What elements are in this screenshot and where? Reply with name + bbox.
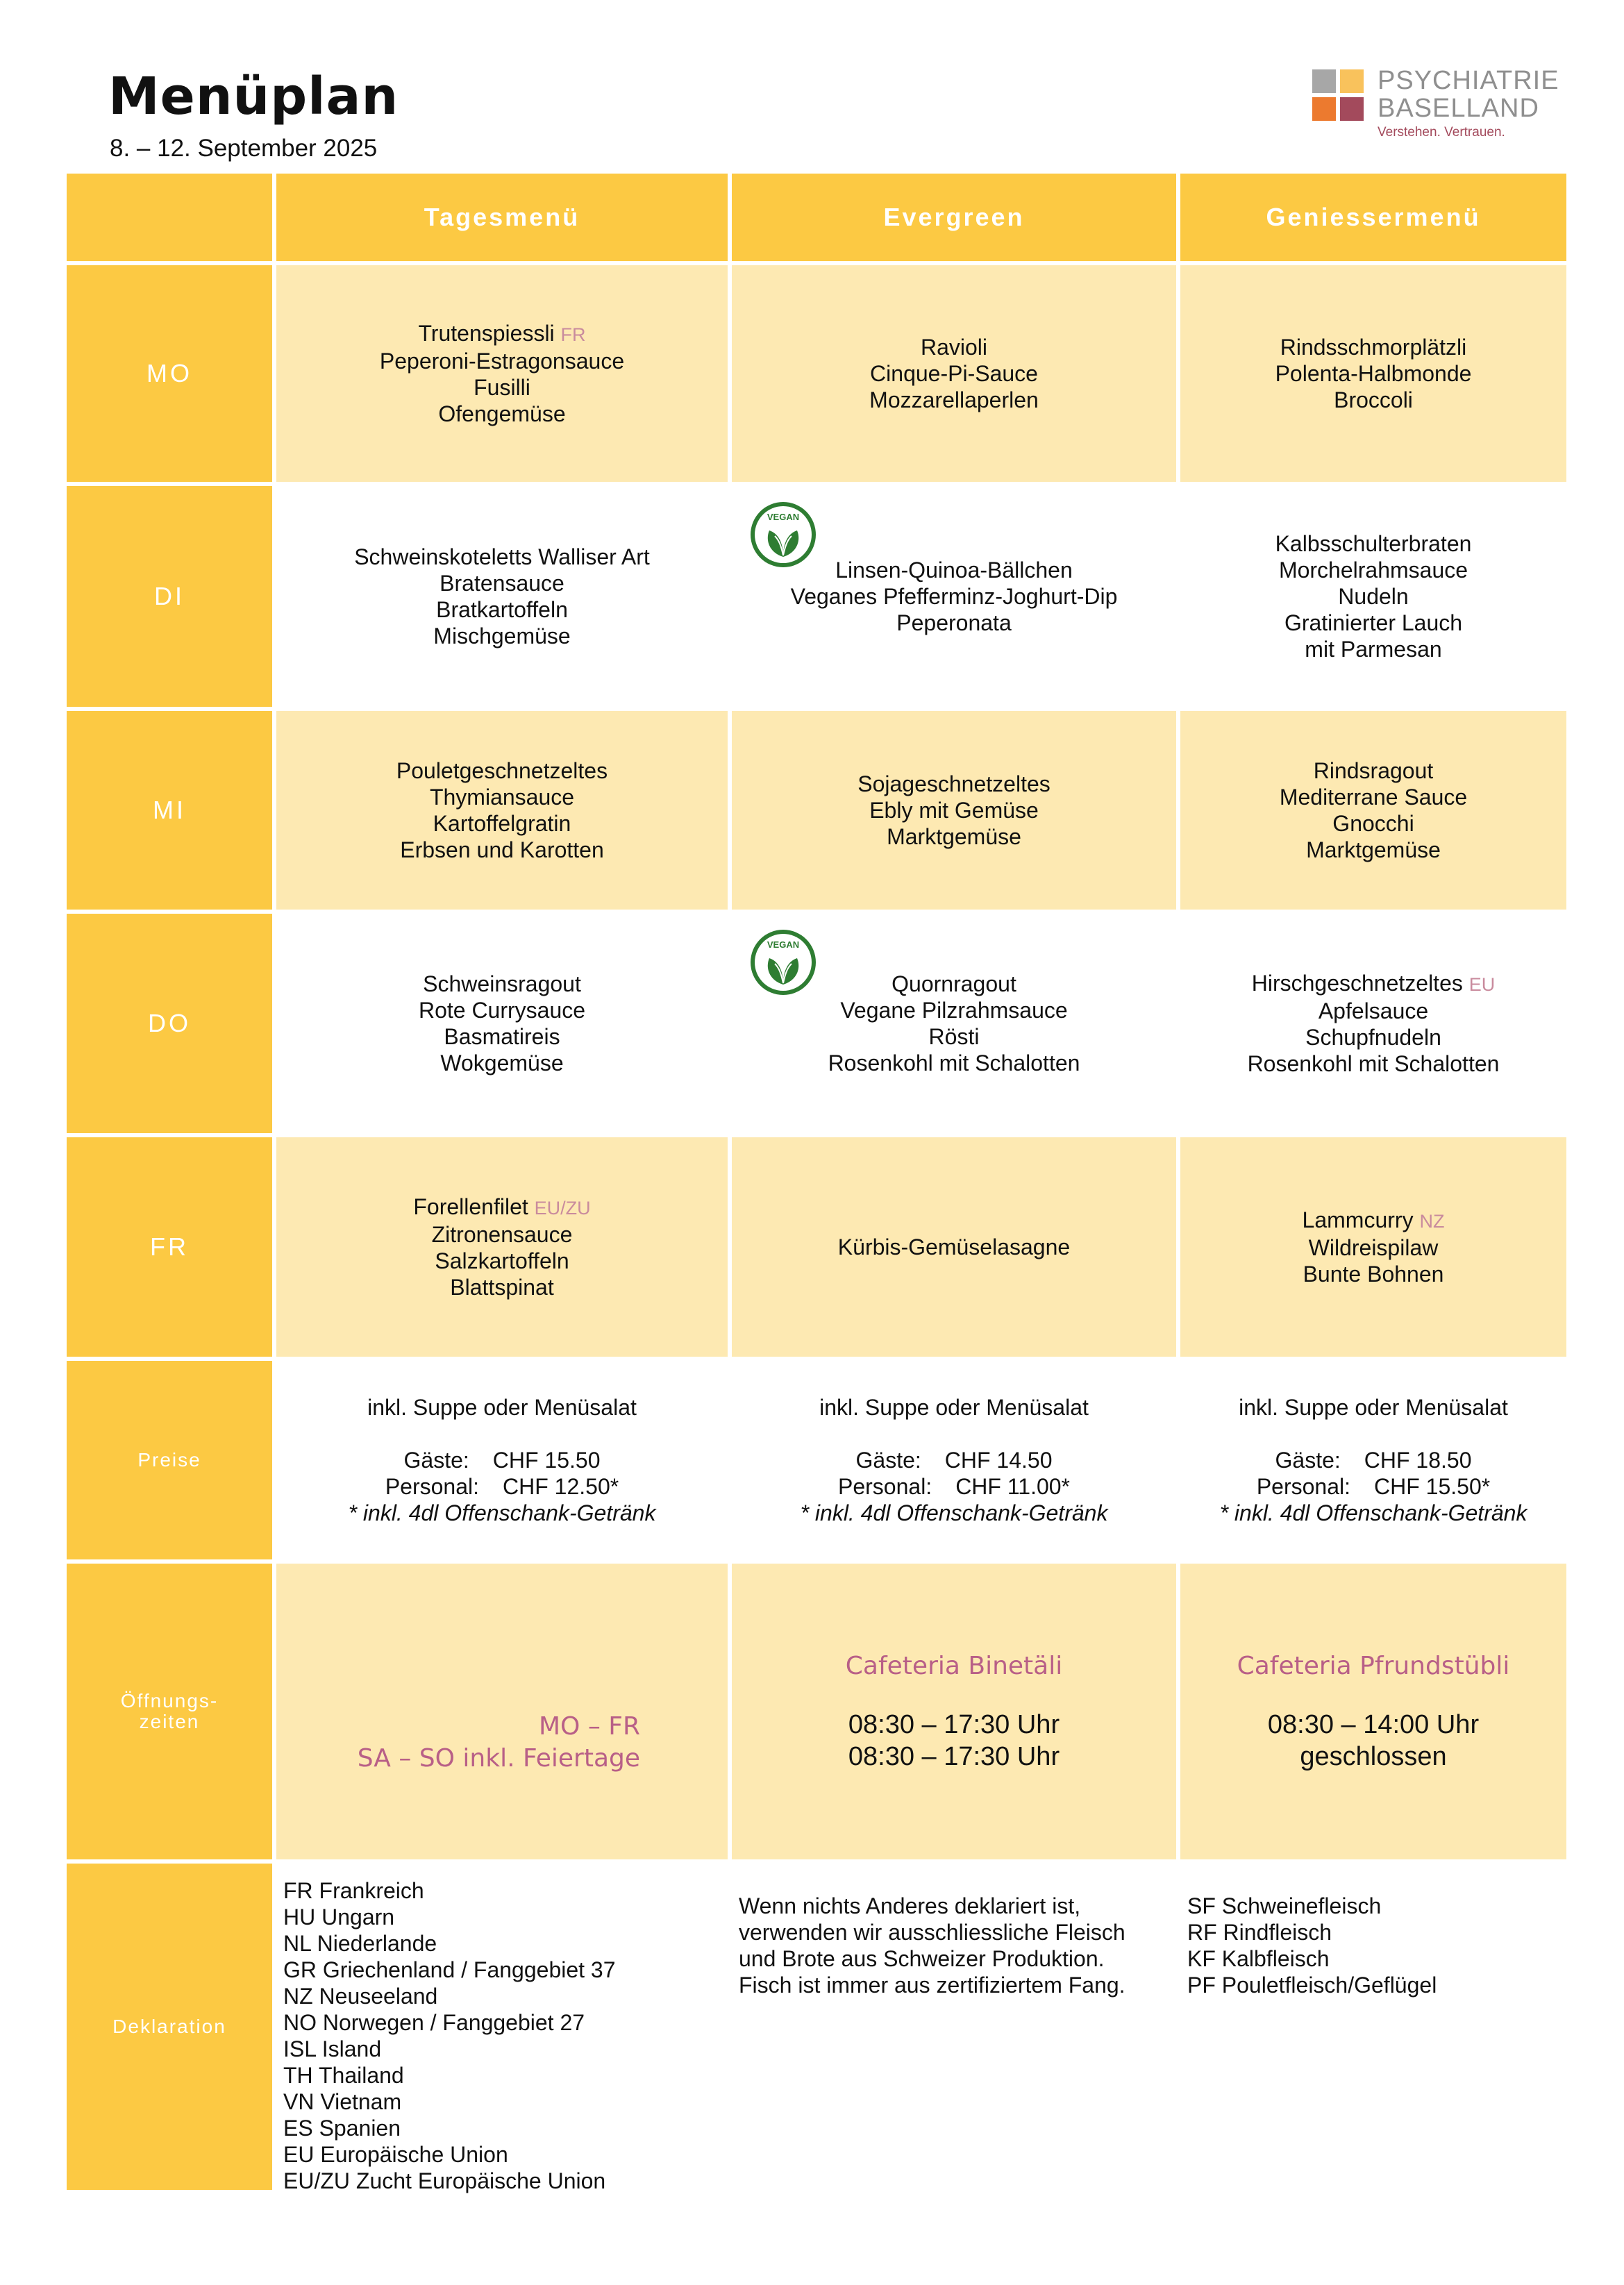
meat-item: SF Schweinefleisch (1187, 1893, 1382, 1918)
dish-line: Erbsen und Karotten (400, 837, 604, 862)
opening-cell-binetaeli (732, 1564, 1176, 1859)
vegan-label: VEGAN (767, 512, 800, 522)
column-header-evergreen: Evergreen (732, 174, 1176, 261)
country-item: TH Thailand (283, 2063, 404, 2088)
notice-line: Fisch ist immer aus zertifiziertem Fang. (739, 1973, 1125, 1998)
logo-tagline: Verstehen. Vertrauen. (1378, 125, 1505, 140)
menu-cell-mi-tagesmenu (276, 711, 728, 910)
dish-line: Apfelsauce (1318, 998, 1429, 1023)
venue-name: Cafeteria Pfrundstübli (1237, 1652, 1510, 1680)
dish-line: Broccoli (1334, 387, 1413, 412)
country-item: ES Spanien (283, 2116, 401, 2141)
price-cell-geniesser (1180, 1361, 1566, 1559)
dish-line: Wokgemüse (440, 1051, 564, 1075)
dish-line: Kalbsschulterbraten (1275, 531, 1472, 556)
menu-cell-fr-evergreen (732, 1137, 1176, 1357)
dish-line: Rindsragout (1313, 758, 1434, 783)
psychiatrie-baselland-logo (1312, 67, 1562, 143)
menu-cell-do-evergreen (732, 914, 1176, 1133)
dish-line: Marktgemüse (887, 824, 1021, 849)
vegan-icon (748, 500, 818, 569)
notice-line: Wenn nichts Anderes deklariert ist, (739, 1893, 1081, 1918)
country-item: EU Europäische Union (283, 2142, 508, 2167)
dish-line: Pouletgeschnetzeltes (396, 758, 608, 783)
dish-line: Veganes Pfefferminz-Joghurt-Dip (790, 584, 1118, 609)
menu-cell-di-tagesmenu (276, 486, 728, 707)
menu-cell-mi-geniesser (1180, 711, 1566, 910)
meat-item: KF Kalbfleisch (1187, 1946, 1330, 1971)
price-note: * inkl. 4dl Offenschank-Getränk (1219, 1500, 1527, 1525)
origin-marker: NZ (1419, 1211, 1445, 1232)
dish-line: Mischgemüse (433, 623, 571, 648)
dish-line: Ofengemüse (438, 401, 566, 426)
dish-line: Rindsschmorplätzli (1280, 335, 1467, 360)
guest-price-row: Gäste: CHF 18.50 (1275, 1448, 1472, 1473)
dish-line: Bratensauce (440, 571, 564, 596)
dish-line: mit Parmesan (1305, 637, 1442, 662)
corner-cell (67, 174, 272, 261)
meat-item: PF Pouletfleisch/Geflügel (1187, 1973, 1437, 1998)
day-label-mo: MO (67, 265, 272, 482)
venue-hours-weekday: 08:30 – 17:30 Uhr (848, 1710, 1060, 1739)
logo-square-grey (1312, 69, 1336, 93)
column-header-tagesmenu: Tagesmenü (276, 174, 728, 261)
staff-price-row: Personal: CHF 12.50* (385, 1474, 619, 1499)
dish-line: Polenta-Halbmonde (1275, 361, 1472, 386)
dish-line: Peperoni-Estragonsauce (379, 349, 625, 374)
venue-hours-weekday: 08:30 – 14:00 Uhr (1267, 1710, 1480, 1739)
menu-cell-mo-tagesmenu (276, 265, 728, 482)
day-label-do: DO (67, 914, 272, 1133)
dish-line: Kartoffelgratin (433, 811, 571, 836)
vegan-label: VEGAN (767, 939, 800, 950)
dish-line: Marktgemüse (1306, 837, 1441, 862)
origin-marker: FR (560, 324, 586, 345)
price-incl: inkl. Suppe oder Menüsalat (367, 1395, 637, 1420)
country-item: NL Niederlande (283, 1931, 437, 1956)
day-label-di: DI (67, 486, 272, 707)
menu-cell-di-evergreen (732, 486, 1176, 707)
menu-cell-di-geniesser (1180, 486, 1566, 707)
country-item: ISL Island (283, 2036, 382, 2061)
dish-line: Schupfnudeln (1305, 1025, 1441, 1050)
menu-cell-do-geniesser (1180, 914, 1566, 1133)
dish-line: Fusilli (474, 375, 530, 400)
logo-square-orange (1312, 97, 1336, 121)
guest-price-row: Gäste: CHF 14.50 (855, 1448, 1053, 1473)
country-item: GR Griechenland / Fanggebiet 37 (283, 1957, 616, 1982)
origin-marker: EU (1468, 974, 1496, 995)
dish-line: Nudeln (1338, 584, 1409, 609)
country-item: VN Vietnam (283, 2089, 402, 2114)
vegan-icon (748, 928, 818, 997)
opening-days-weekend: SA – SO inkl. Feiertage (357, 1744, 640, 1773)
dish-line: Rosenkohl mit Schalotten (828, 1051, 1080, 1075)
dish-line: Quornragout (891, 971, 1016, 996)
guest-price-row: Gäste: CHF 15.50 (403, 1448, 601, 1473)
menu-cell-mo-geniesser (1180, 265, 1566, 482)
dish-line: Mediterrane Sauce (1279, 785, 1468, 810)
country-item: NO Norwegen / Fanggebiet 27 (283, 2010, 585, 2035)
dish-line: Forellenfilet EU/ZU (413, 1194, 591, 1219)
dish-line: Lammcurry NZ (1302, 1207, 1445, 1232)
dish-line: Bunte Bohnen (1303, 1262, 1444, 1287)
price-note: * inkl. 4dl Offenschank-Getränk (348, 1500, 656, 1525)
opening-days-cell (276, 1564, 728, 1859)
prices-label: Preise (67, 1361, 272, 1559)
column-header-geniessermenu: Geniessermenü (1180, 174, 1566, 261)
dish-line: Basmatireis (444, 1024, 560, 1049)
menu-table (67, 174, 1564, 2193)
meat-item: RF Rindfleisch (1187, 1920, 1332, 1945)
logo-square-yellow (1340, 69, 1364, 93)
price-cell-tagesmenu (276, 1361, 728, 1559)
dish-line: Thymiansauce (429, 785, 575, 810)
venue-hours-weekend: 08:30 – 17:30 Uhr (848, 1742, 1060, 1771)
dish-line: Mozzarellaperlen (869, 387, 1039, 412)
date-range: 8. – 12. September 2025 (110, 135, 378, 162)
day-label-mi: MI (67, 711, 272, 910)
price-incl: inkl. Suppe oder Menüsalat (1239, 1395, 1508, 1420)
declaration-notice (732, 1864, 1176, 2190)
dish-line: Cinque-Pi-Sauce (870, 361, 1038, 386)
dish-line: Ebly mit Gemüse (869, 798, 1039, 823)
country-item: EU/ZU Zucht Europäische Union (283, 2168, 606, 2193)
price-cell-evergreen (732, 1361, 1176, 1559)
dish-line: Schweinsragout (423, 971, 581, 996)
dish-line: Morchelrahmsauce (1278, 558, 1468, 583)
country-item: FR Frankreich (283, 1878, 424, 1903)
dish-line: Vegane Pilzrahmsauce (840, 998, 1068, 1023)
notice-line: verwenden wir ausschliessliche Fleisch (739, 1920, 1125, 1945)
origin-marker: EU/ZU (534, 1198, 591, 1219)
dish-line: Gnocchi (1332, 811, 1414, 836)
dish-line: Linsen-Quinoa-Bällchen (835, 558, 1073, 583)
dish-line: Blattspinat (450, 1275, 554, 1300)
venue-hours-weekend: geschlossen (1300, 1742, 1447, 1771)
declaration-meats (1180, 1864, 1566, 2190)
dish-line: Ravioli (920, 335, 988, 360)
dish-line: Bratkartoffeln (436, 597, 568, 622)
notice-line: und Brote aus Schweizer Produktion. (739, 1946, 1105, 1971)
staff-price-row: Personal: CHF 11.00* (838, 1474, 1070, 1499)
country-item: HU Ungarn (283, 1905, 395, 1930)
opening-hours-label: Öffnungs- zeiten (67, 1564, 272, 1859)
menu-cell-do-tagesmenu (276, 914, 728, 1133)
country-item: NZ Neuseeland (283, 1984, 438, 2009)
dish-line: Schweinskoteletts Walliser Art (354, 544, 650, 569)
dish-line: Salzkartoffeln (435, 1248, 569, 1273)
dish-line: Kürbis-Gemüselasagne (837, 1234, 1071, 1259)
dish-line: Rote Currysauce (418, 998, 586, 1023)
menu-cell-mi-evergreen (732, 711, 1176, 910)
day-label-fr: FR (67, 1137, 272, 1357)
declaration-label: Deklaration (67, 1864, 272, 2190)
dish-line: Rösti (928, 1024, 980, 1049)
page-title: Menüplan (108, 67, 399, 126)
price-note: * inkl. 4dl Offenschank-Getränk (800, 1500, 1108, 1525)
logo-line1: PSYCHIATRIE (1378, 66, 1559, 95)
dish-line: Peperonata (896, 610, 1012, 635)
price-incl: inkl. Suppe oder Menüsalat (819, 1395, 1089, 1420)
dish-line: Wildreispilaw (1308, 1235, 1439, 1260)
venue-name: Cafeteria Binetäli (845, 1652, 1063, 1680)
dish-line: Zitronensauce (431, 1222, 573, 1247)
opening-days-weekday: MO – FR (538, 1712, 640, 1741)
staff-price-row: Personal: CHF 15.50* (1256, 1474, 1491, 1499)
logo-line2: BASELLAND (1378, 94, 1539, 123)
declaration-countries (276, 1864, 728, 2193)
dish-line: Sojageschnetzeltes (857, 771, 1050, 796)
dish-line: Gratinierter Lauch (1284, 610, 1463, 635)
menu-cell-mo-evergreen (732, 265, 1176, 482)
dish-line: Rosenkohl mit Schalotten (1247, 1051, 1500, 1076)
menu-cell-fr-tagesmenu (276, 1137, 728, 1357)
opening-cell-pfrundstuebli (1180, 1564, 1566, 1859)
logo-square-berry (1340, 97, 1364, 121)
menu-cell-fr-geniesser (1180, 1137, 1566, 1357)
dish-line: Hirschgeschnetzeltes EU (1251, 971, 1496, 996)
dish-line: Trutenspiessli FR (418, 321, 586, 346)
